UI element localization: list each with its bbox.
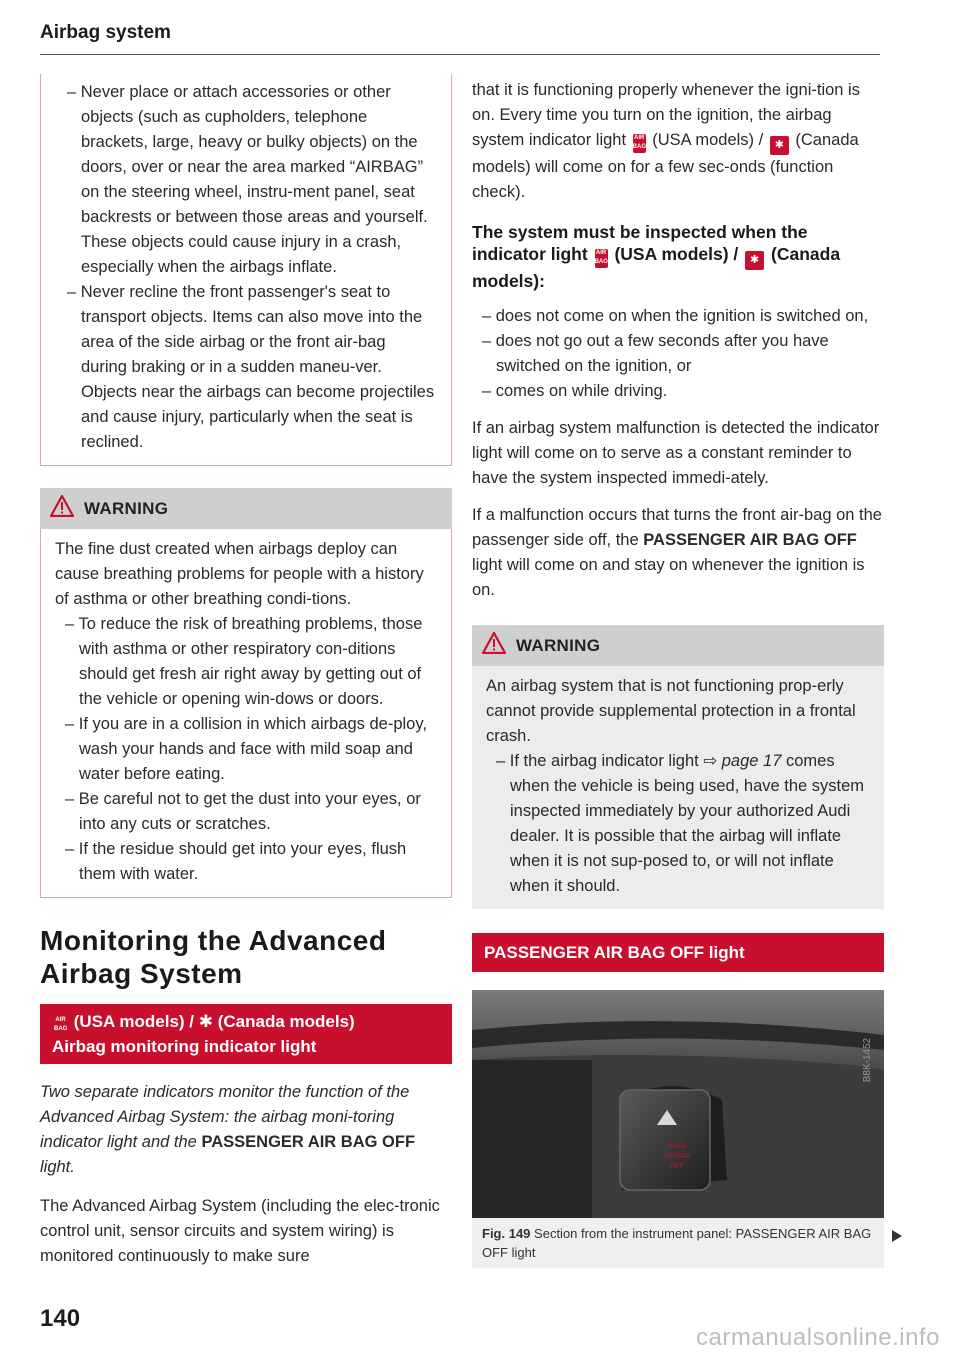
warning-body [472,666,884,909]
warning-body [40,529,452,898]
warning-box-function [472,625,884,909]
warning-bullet: – If you are in a collision in which airbags de-ploy, wash your hands and face with mild soap and water before eating. [65,715,427,783]
passenger-airbag-band: PASSENGER AIR BAG OFF light [472,933,884,972]
warning-bullet [486,749,870,899]
passenger-off-paragraph [472,503,884,603]
intro-italic-b: light. [40,1158,75,1176]
intro-italic-a: Two separate indicators monitor the function of the Advanced Airbag System: the airbag moni-toring indicator light and the [40,1083,410,1151]
svg-text:PASS: PASS [667,1143,687,1150]
inspection-list [472,304,884,404]
caption-label: Fig. 149 [482,1226,531,1241]
warning-bullet: – Be careful not to get the dust into your eyes, or into any cuts or scratches. [65,790,421,833]
left-column [40,74,452,1281]
warning-box-dust [40,488,452,898]
para1-text-a: that it is functioning properly whenever the igni-tion is on. Every time you turn on the ignition, the airbag system indicator light [472,81,860,149]
svg-text:OFF: OFF [670,1163,684,1170]
warning-bullet: – To reduce the risk of breathing problems, those with asthma or other respiratory con-ditions should get fresh air right away by getting out of the vehicle or opening win-dows or doors. [65,615,423,708]
right-column [472,78,884,1268]
continue-arrow-icon [892,1230,902,1242]
page-number: 140 [40,1305,81,1332]
function-check-paragraph [472,78,884,205]
warning-triangle-icon [482,632,506,659]
list-item: – does not come on when the ignition is switched on, [482,307,869,325]
bullet-accessories: – Never place or attach accessories or other objects (such as cupholders, telephone brackets, large, heavy or bulky objects) on the doors, over or near the area marked “AIRBAG” on the steering wheel, instru-ment panel, seat backrests or between those areas and yourself. These objects could cause injury in a crash, especially when the airbags inflate. [67,83,428,276]
warning-bullet-text-a: – If the airbag indicator light [496,752,699,770]
airbag-canada-icon: ✱ [198,1012,213,1031]
subsection-band [40,1004,452,1064]
warning-continuation-box [40,74,452,466]
airbag-usa-icon: AIR BAG [54,1016,67,1035]
warning-intro: The fine dust created when airbags deploy can cause breathing problems for people with a history of asthma or other breathing condi-tions. [55,540,424,608]
list-item: – comes on while driving. [482,382,668,400]
warning-bullet: – If the residue should get into your eyes, flush them with water. [65,840,407,883]
warning-bullet-text-b: comes when the vehicle is being used, have the system inspected immediately by your authorized Audi dealer. It is possible that the airbag will inflate when it is not sup-posed to, or will not inflate when it should. [510,752,865,895]
airbag-canada-icon: ✱ [745,251,764,270]
para1-text-b: (USA models) / [652,131,764,149]
malfunction-paragraph: If an airbag system malfunction is detected the indicator light will come on to serve as a constant reminder to have the system inspected immedi-ately. [472,419,880,487]
section-title: Monitoring the Advanced Airbag System [40,925,387,989]
para3-text-a: If a malfunction occurs that turns the front air-bag on the passenger side off, the [472,506,882,549]
monitoring-paragraph: The Advanced Airbag System (including the elec-tronic control unit, sensor circuits and system wiring) is monitored continuously to make sure [40,1197,440,1265]
instrument-panel-photo [472,990,884,1218]
page-reference-link[interactable]: ⇨ page 17 [703,752,782,770]
watermark: carmanualsonline.info [696,1324,940,1351]
page-header: Airbag system [40,22,880,55]
warning-label: WARNING [84,498,169,518]
para3-text-b: light will come on and stay on whenever the ignition is on. [472,556,865,599]
warning-label: WARNING [516,635,601,655]
band-canada-text: (Canada models) [217,1012,355,1031]
intro-paragraph [40,1080,452,1180]
band-usa-text: (USA models) / [73,1012,195,1031]
airbag-canada-icon: ✱ [770,136,789,155]
warning-triangle-icon [50,495,74,522]
airbag-usa-icon: AIR BAG [595,249,608,268]
warning-intro: An airbag system that is not functioning prop-erly cannot provide supplemental protection in a frontal crash. [486,677,856,745]
band-line2: Airbag monitoring indicator light [52,1037,317,1056]
figure-caption [472,1218,884,1268]
figure-149 [472,990,884,1268]
airbag-usa-icon: AIR BAG [633,134,646,153]
warning-header [40,488,452,529]
para1-text-c: (Canada models) will come on for a few sec-onds (function check). [472,131,859,201]
bullet-recline: – Never recline the front passenger's seat to transport objects. Items can also move into the area of the side airbag or the front air-bag during braking or in a sudden maneu-ver. Objects near the airbags can become projectiles and cause injury, particularly when the seat is reclined. [67,283,435,451]
figure-code: B8K-1452 [862,1037,873,1083]
intro-bold: PASSENGER AIR BAG OFF [201,1133,416,1151]
warning-header [472,625,884,666]
sub-text-b: (USA models) / [614,244,739,264]
para3-bold: PASSENGER AIR BAG OFF [643,531,857,549]
sub-text-c: (Canada models): [472,244,841,291]
inspection-heading [472,221,884,292]
svg-text:AIRBAG: AIRBAG [663,1153,691,1160]
caption-text: Section from the instrument panel: PASSENGER AIR BAG OFF light [482,1226,872,1260]
list-item: – does not go out a few seconds after you have switched on the ignition, or [482,332,829,375]
sub-text-a: The system must be inspected when the indicator light [472,222,808,264]
